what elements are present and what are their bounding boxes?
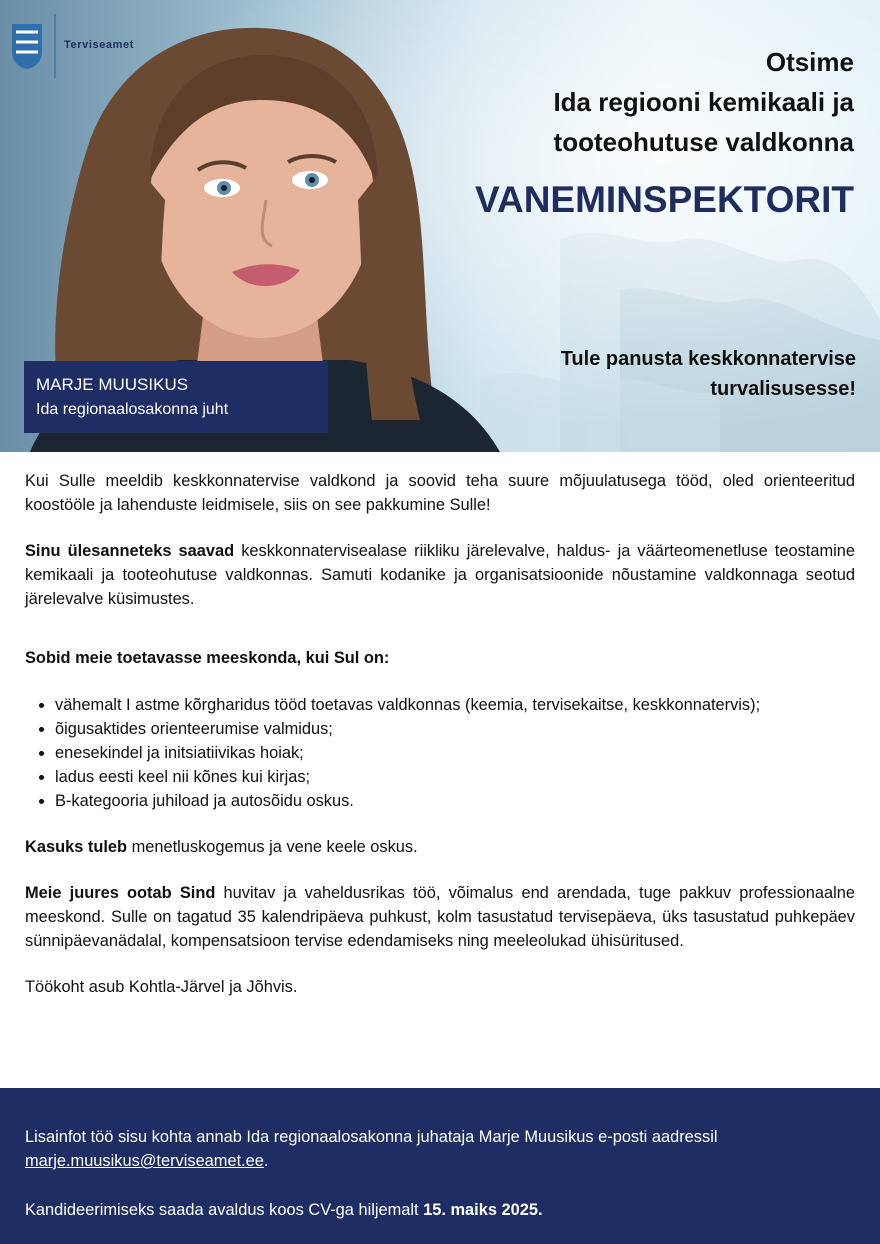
- email-link[interactable]: marje.muusikus@terviseamet.ee: [25, 1152, 264, 1170]
- ad-body: [25, 469, 855, 999]
- person-role: Ida regionaalosakonna juht: [36, 401, 229, 418]
- offer-lead: Meie juures ootab Sind: [25, 884, 216, 902]
- headline: [414, 42, 854, 222]
- list-item: • enesekindel ja initsiatiivikas hoiak;: [55, 741, 855, 765]
- apply-text: Kandideerimiseks saada avaldus koos CV-ga hiljemalt: [25, 1201, 424, 1219]
- bonus-text: menetluskogemus ja vene keele oskus.: [127, 838, 418, 856]
- bonus-paragraph: [25, 835, 855, 859]
- intro-paragraph: Kui Sulle meeldib keskkonnatervise valdkond ja soovid teha suure mõjuulatusega tööd, oled orienteeritud koostööle ja lahenduste leidmisele, siis on see pakkumine Sulle!: [25, 472, 855, 514]
- logo-text: Terviseamet: [64, 39, 134, 51]
- position-title: VANEMINSPEKTORIT: [475, 179, 854, 220]
- tagline-line1: Tule panusta keskkonnatervise: [560, 348, 856, 370]
- person-caption: [24, 361, 328, 433]
- list-item: • vähemalt I astme kõrgharidus tööd toetavas valdkonnas (keemia, tervisekaitse, keskkonnatervis);: [55, 693, 855, 717]
- tasks-lead: Sinu ülesanneteks saavad: [25, 542, 235, 560]
- requirements-heading: Sobid meie toetavasse meeskonda, kui Sul on:: [25, 649, 390, 667]
- hero-banner: [0, 0, 880, 452]
- tagline-line2: turvalisusesse!: [710, 378, 856, 400]
- list-item: • ladus eesti keel nii kõnes kui kirjas;: [55, 765, 855, 789]
- person-name: MARJE MUUSIKUS: [36, 375, 189, 394]
- contact-end: .: [263, 1152, 269, 1170]
- logo-separator: [54, 14, 56, 78]
- deadline-date: 15. maiks 2025.: [423, 1201, 543, 1219]
- location-paragraph: Töökoht asub Kohtla-Järvel ja Jõhvis.: [25, 978, 298, 996]
- offer-text: huvitav ja vaheldusrikas töö, võimalus end arendada, tuge pakkuv professionaalne meeskond. Sulle on tagatud 35 kalendripäeva puhkust, kolm tasustatud tervisepäeva, üks tasustatud puhkepäev sünnipäevanädalal, kompensatsioon tervise edendamiseks ning meeleolukad ühisüritused.: [25, 884, 855, 950]
- bonus-lead: Kasuks tuleb: [25, 838, 128, 856]
- offer-paragraph: [25, 881, 855, 953]
- coat-of-arms-icon: [10, 22, 44, 70]
- headline-line3: tooteohutuse valdkonna: [553, 127, 854, 157]
- contact-footer: [0, 1088, 880, 1244]
- list-item: • B-kategooria juhiload ja autosõidu oskus.: [55, 789, 855, 813]
- contact-info: [25, 1125, 745, 1173]
- list-item: • õigusaktides orienteerumise valmidus;: [55, 717, 855, 741]
- requirements-list: [25, 693, 855, 813]
- contact-text: Lisainfot töö sisu kohta annab Ida regionaalosakonna juhataja Marje Muusikus e-posti aadressil: [25, 1128, 718, 1146]
- tagline: [476, 344, 856, 404]
- headline-line2: Ida regiooni kemikaali ja: [553, 87, 854, 117]
- headline-line1: Otsime: [765, 47, 854, 77]
- application-deadline: [25, 1198, 543, 1222]
- tasks-paragraph: [25, 539, 855, 611]
- tasks-text: keskkonnatervisealase riikliku järelevalve, haldus- ja väärteomenetluse teostamine kemikaali ja tooteohutuse valdkonnas. Samuti kodanike ja organisatsioonide nõustamine valdkonnaga seotud järelevalve küsimustes.: [25, 542, 855, 608]
